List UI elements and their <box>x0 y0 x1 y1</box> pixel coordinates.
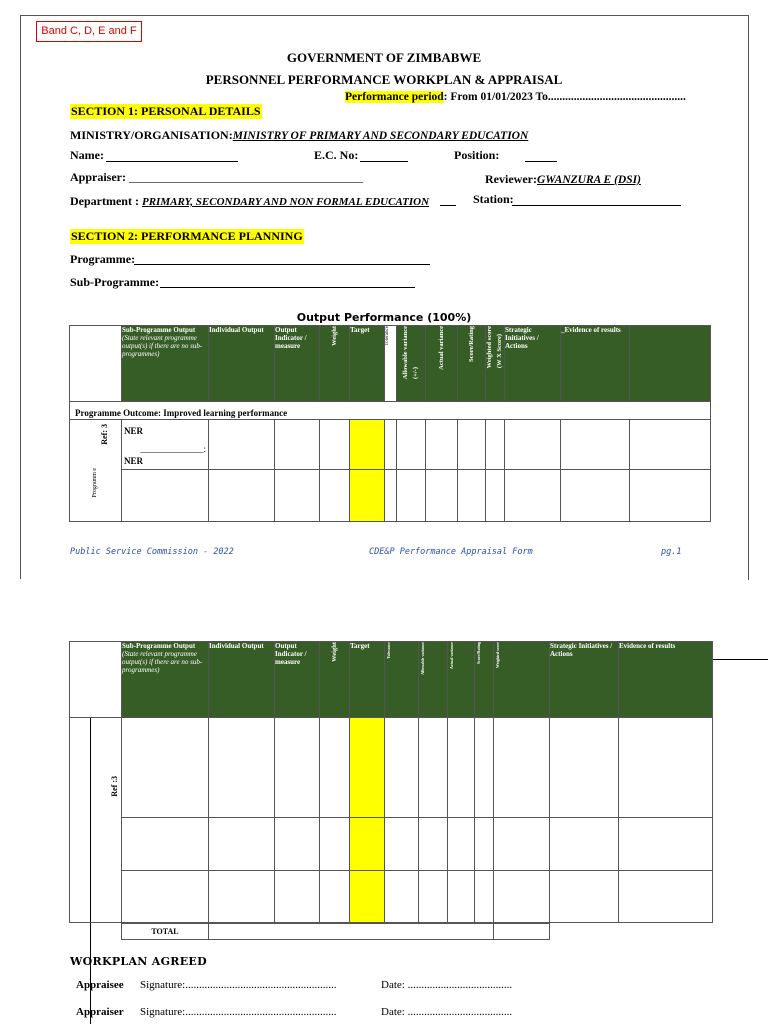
page-2-right-line <box>712 659 768 660</box>
p2-r2-c11[interactable] <box>550 818 619 871</box>
header-target: Target <box>350 326 385 402</box>
page-1-frame-left <box>20 15 21 579</box>
appraisee-date[interactable]: Date: ...................................... <box>381 979 513 991</box>
header-output-indicator-p2: Output Indicator / measure <box>275 642 320 718</box>
performance-period-value: : From 01/01/2023 To................................................ <box>443 91 686 103</box>
header-sub-programme-label-p2: Sub-Programme Output <box>122 642 196 650</box>
footer-left: Public Service Commission - 2022 <box>70 547 234 557</box>
header-strategic-initiatives-p2: Strategic Initiatives / Actions <box>550 642 619 718</box>
header-allowable-label-p2: Allowable variance <box>420 642 425 675</box>
actual-variance-cell-2[interactable] <box>426 470 458 522</box>
weighted-score-cell-1[interactable] <box>486 420 505 470</box>
individual-output-cell-1[interactable] <box>209 420 275 470</box>
evidence-cell-1[interactable] <box>561 420 630 470</box>
header-weighted-label-p2: Weighted score <box>495 642 500 669</box>
department-field-tail <box>440 205 456 206</box>
weighted-score-cell-2[interactable] <box>486 470 505 522</box>
p2-r1-c3[interactable] <box>275 718 320 818</box>
header-weight-p2 <box>320 642 350 718</box>
appraiser-sign-label: Appraiser <box>76 1006 124 1018</box>
p2-r3-c6[interactable] <box>385 871 419 923</box>
blank-line-1: ______________: <box>140 444 206 454</box>
extra-cell-2[interactable] <box>630 470 711 522</box>
header-actual-variance-label: Actual variance <box>437 326 445 370</box>
header-weighted-score <box>486 326 505 402</box>
p2-r3-c9[interactable] <box>475 871 494 923</box>
header-score-rating-p2 <box>475 642 494 718</box>
reviewer-value: GWANZURA E (DSI) <box>536 174 641 186</box>
sub-programme-label: Sub-Programme: <box>70 275 160 289</box>
header-allowable-variance-label: Allowable variance <box>402 326 410 380</box>
header-strategic-initiatives: Strategic Initiatives / Actions <box>505 326 561 402</box>
header-weighted-score-label: Weighted score <box>486 326 494 369</box>
output-indicator-cell-2[interactable] <box>275 470 320 522</box>
workplan-agreed-title: WORKPLAN AGREED <box>70 955 207 968</box>
header-individual-output: Individual Output <box>209 326 275 402</box>
p2-r1-c12[interactable] <box>619 718 713 818</box>
p2-r3-c1[interactable] <box>122 871 209 923</box>
p2-r3-target[interactable] <box>350 871 385 923</box>
appraisee-signature[interactable]: Signature:....................................................... <box>140 979 337 991</box>
actual-variance-cell-1[interactable] <box>426 420 458 470</box>
appraiser-label: Appraiser: <box>70 170 126 184</box>
header-sub-programme <box>122 326 209 402</box>
department-row <box>70 192 429 210</box>
p2-r1-c11[interactable] <box>550 718 619 818</box>
header-sub-programme-note: (State relevant programme output(s) if there are no sub-programmes) <box>122 334 203 358</box>
header-tolerance <box>385 326 397 402</box>
p2-r2-c6[interactable] <box>385 818 419 871</box>
p2-r2-c12[interactable] <box>619 818 713 871</box>
header-individual-output-p2: Individual Output <box>209 642 275 718</box>
p2-r3-c11[interactable] <box>550 871 619 923</box>
section-1-heading: SECTION 1: PERSONAL DETAILS <box>71 104 261 118</box>
appraiser-row <box>70 170 363 185</box>
total-table <box>121 923 550 940</box>
header-tolerance-p2 <box>385 642 419 718</box>
total-weighted-cell[interactable] <box>494 924 550 940</box>
extra-cell-1[interactable] <box>630 420 711 470</box>
ref-label-p2: Ref :3 <box>110 776 119 797</box>
position-label: Position: <box>454 148 500 162</box>
weight-cell-1[interactable] <box>320 420 350 470</box>
ministry-label: MINISTRY/ORGANISATION: <box>70 128 233 142</box>
header-actual-variance <box>426 326 458 402</box>
tolerance-cell-1[interactable] <box>385 420 397 470</box>
appraiser-date[interactable]: Date: ...................................... <box>381 1006 513 1018</box>
ref-cell-p2 <box>70 718 122 923</box>
header-tolerance-label-p2: Tolerance <box>386 642 391 659</box>
target-cell-1[interactable] <box>350 420 385 470</box>
ministry-row <box>70 126 528 144</box>
performance-period-label: Performance period <box>345 91 444 103</box>
header-score-label-p2: Score/Rating <box>476 642 481 665</box>
header-score-rating-label: Score/Rating <box>467 326 475 362</box>
p2-r3-c10[interactable] <box>494 871 550 923</box>
strategic-cell-1[interactable] <box>505 420 561 470</box>
tolerance-cell-2[interactable] <box>385 470 397 522</box>
p2-r2-target[interactable] <box>350 818 385 871</box>
header-output-indicator: Output Indicator / measure <box>275 326 320 402</box>
programme-label: Programme: <box>70 252 136 266</box>
appraiser-value: _______________________________________ <box>126 170 363 184</box>
header-weighted-score-p2 <box>494 642 550 718</box>
gov-title: GOVERNMENT OF ZIMBABWE <box>286 50 482 65</box>
p2-r1-c4[interactable] <box>320 718 350 818</box>
name-field[interactable] <box>106 161 238 162</box>
band-label: Band C, D, E and F <box>36 21 142 42</box>
performance-period <box>345 91 686 103</box>
ec-label: E.C. No: <box>314 148 359 162</box>
form-title: PERSONNEL PERFORMANCE WORKPLAN & APPRAISAL <box>205 72 563 87</box>
evidence-cell-2[interactable] <box>561 470 630 522</box>
footer-page-number: pg.1 <box>661 547 682 557</box>
appraisee-label: Appraisee <box>76 979 124 991</box>
p2-r3-c4[interactable] <box>320 871 350 923</box>
department-value: PRIMARY, SECONDARY AND NON FORMAL EDUCATION <box>141 196 430 208</box>
p2-r1-c1[interactable] <box>122 718 209 818</box>
header-allowable-variance <box>397 326 426 402</box>
footer-center: CDE&P Performance Appraisal Form <box>369 547 533 557</box>
appraiser-signature[interactable]: Signature:....................................................... <box>140 1006 337 1018</box>
header-target-p2: Target <box>350 642 385 718</box>
target-cell-2[interactable] <box>350 470 385 522</box>
p2-r3-c12[interactable] <box>619 871 713 923</box>
programme-outcome-row: Programme Outcome: Improved learning performance <box>70 402 711 420</box>
individual-output-cell-2[interactable] <box>209 470 275 522</box>
p2-r2-c7[interactable] <box>419 818 448 871</box>
station-field[interactable] <box>512 205 681 206</box>
p2-r3-c3[interactable] <box>275 871 320 923</box>
p2-r2-c3[interactable] <box>275 818 320 871</box>
ref-header-cell <box>70 326 122 402</box>
total-value-cell[interactable] <box>209 924 494 940</box>
programme-label-1: Programm e <box>92 468 98 498</box>
p2-r1-c2[interactable] <box>209 718 275 818</box>
p2-r3-c7[interactable] <box>419 871 448 923</box>
header-extra <box>630 326 711 402</box>
output-performance-title: Output Performance (100%) <box>296 311 472 324</box>
header-weight <box>320 326 350 402</box>
ref-label-1: Ref: 3 <box>100 424 109 445</box>
score-cell-2[interactable] <box>458 470 486 522</box>
department-label: Department : <box>70 194 142 208</box>
header-tolerance-label: Tolerance <box>385 326 390 346</box>
p2-r3-c8[interactable] <box>448 871 475 923</box>
ner-label-2: NER <box>124 456 144 466</box>
header-weighted-formula: (W X Score) <box>495 334 503 369</box>
position-field[interactable] <box>525 161 557 162</box>
ministry-value: MINISTRY OF PRIMARY AND SECONDARY EDUCATION <box>232 130 529 142</box>
p2-r2-c1[interactable] <box>122 818 209 871</box>
sub-programme-field[interactable] <box>160 287 415 288</box>
header-sub-programme-p2 <box>122 642 209 718</box>
allowable-variance-cell-1[interactable] <box>397 420 426 470</box>
header-actual-variance-p2 <box>448 642 475 718</box>
p2-r2-c2[interactable] <box>209 818 275 871</box>
output-table-2 <box>69 641 713 923</box>
p2-r1-target[interactable] <box>350 718 385 818</box>
p2-r2-c10[interactable] <box>494 818 550 871</box>
p2-r1-c6[interactable] <box>385 718 419 818</box>
name-label: Name: <box>70 148 104 162</box>
score-cell-1[interactable] <box>458 420 486 470</box>
header-sub-programme-note-p2: (State relevant programme output(s) if there are no sub-programmes) <box>122 650 203 674</box>
p2-r1-c10[interactable] <box>494 718 550 818</box>
header-weight-label-p2: Weight <box>330 642 338 662</box>
ref-cell-1 <box>70 420 122 522</box>
station-label: Station: <box>473 192 514 206</box>
header-score-rating <box>458 326 486 402</box>
sub-programme-cell-2[interactable] <box>122 456 209 522</box>
programme-field[interactable] <box>134 264 430 265</box>
output-table-1 <box>69 325 711 522</box>
ner-label-1: NER <box>124 426 144 436</box>
p2-r2-c4[interactable] <box>320 818 350 871</box>
p2-r1-c8[interactable] <box>448 718 475 818</box>
ec-field[interactable] <box>360 161 408 162</box>
header-evidence-p2: Evidence of results <box>619 642 713 718</box>
header-weight-label: Weight <box>330 326 338 346</box>
p2-r2-c8[interactable] <box>448 818 475 871</box>
header-actual-label-p2: Actual variance <box>449 642 454 669</box>
strategic-cell-2[interactable] <box>505 470 561 522</box>
reviewer-label: Reviewer: <box>485 172 537 186</box>
p2-r2-c9[interactable] <box>475 818 494 871</box>
p2-r3-c2[interactable] <box>209 871 275 923</box>
weight-cell-2[interactable] <box>320 470 350 522</box>
reviewer-row <box>485 170 641 188</box>
output-indicator-cell-1[interactable] <box>275 420 320 470</box>
header-allowable-variance-p2 <box>419 642 448 718</box>
p2-r1-c7[interactable] <box>419 718 448 818</box>
allowable-variance-cell-2[interactable] <box>397 470 426 522</box>
header-pm: (+/-) <box>411 367 419 380</box>
section-2-heading: SECTION 2: PERFORMANCE PLANNING <box>71 229 303 243</box>
ref-header-cell-p2 <box>70 642 122 718</box>
header-evidence: _Evidence of results <box>561 326 630 402</box>
header-sub-programme-label: Sub-Programme Output <box>122 326 196 334</box>
p2-r1-c9[interactable] <box>475 718 494 818</box>
total-label: TOTAL <box>122 924 209 940</box>
